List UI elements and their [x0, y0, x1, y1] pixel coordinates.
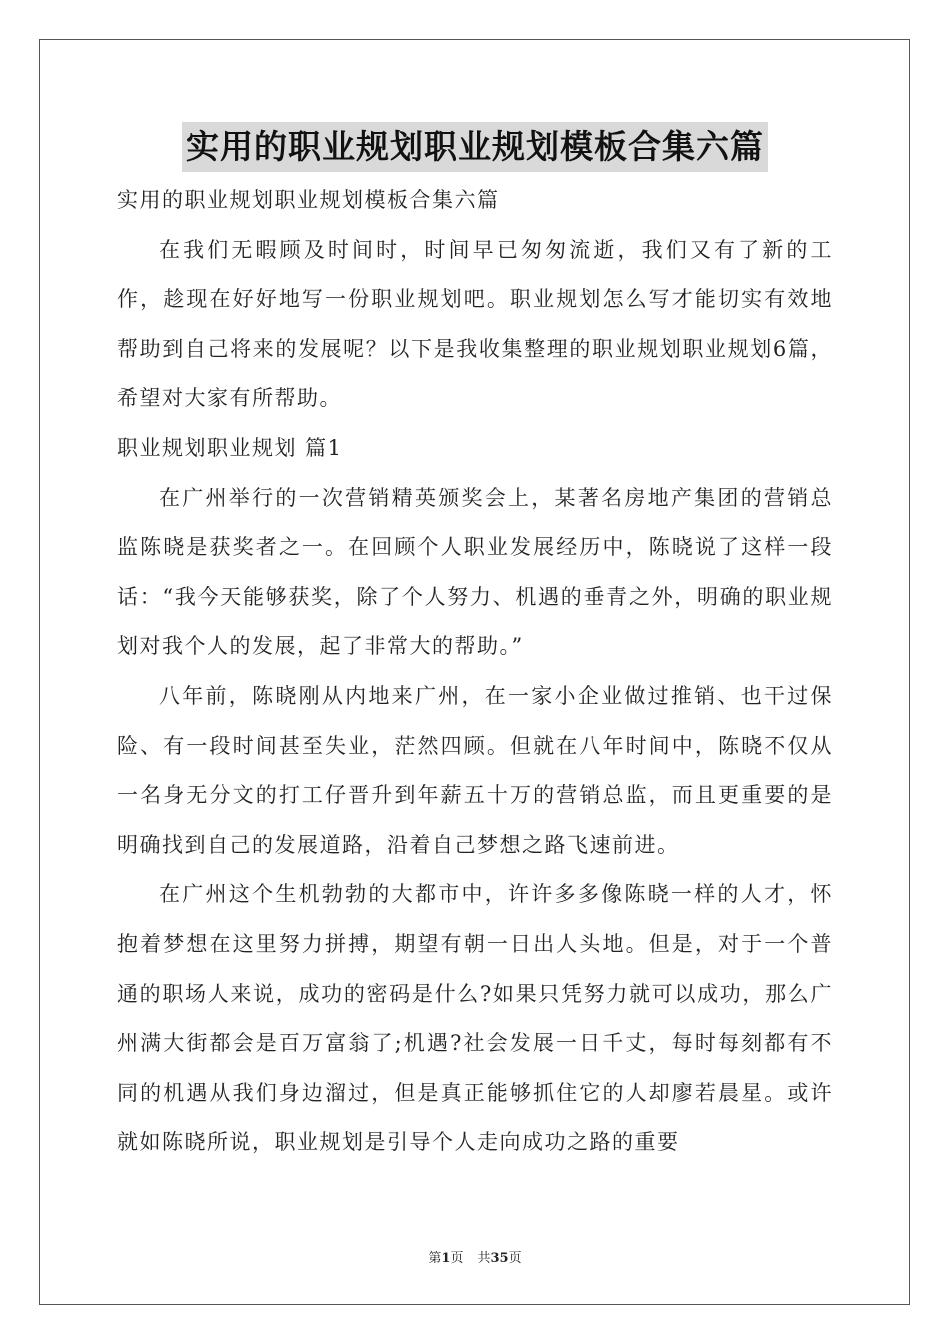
total-page-count: 35	[490, 1251, 509, 1266]
total-prefix: 共	[477, 1251, 491, 1266]
page-prefix: 第	[428, 1251, 442, 1266]
page-suffix: 页	[450, 1251, 464, 1266]
page-footer	[0, 1247, 950, 1266]
document-title: 实用的职业规划职业规划模板合集六篇	[182, 122, 768, 172]
current-page-number: 1	[441, 1251, 451, 1266]
body-paragraph: 在广州这个生机勃勃的大都市中，许许多多像陈晓一样的人才，怀抱着梦想在这里努力拼搏，期望有朝一日出人头地。但是，对于一个普通的职场人来说，成功的密码是什么?如果只凭努力就可以成功，那么广州满大街都会是百万富翁了;机遇?社会发展一日千丈，每时每刻都有不同的机遇从我们身边溜过，但是真正能够抓住它的人却廖若晨星。或许就如陈晓所说，职业规划是引导个人走向成功之路的重要	[117, 882, 833, 1155]
section-heading: 职业规划职业规划 篇1	[117, 435, 343, 460]
total-suffix: 页	[508, 1251, 522, 1266]
title-container	[0, 122, 950, 172]
subtitle-paragraph: 实用的职业规划职业规划模板合集六篇	[117, 188, 500, 212]
body-paragraph: 八年前，陈晓刚从内地来广州，在一家小企业做过推销、也干过保险、有一段时间甚至失业，茫然四顾。但就在八年时间中，陈晓不仅从一名身无分文的打工仔晋升到年薪五十万的营销总监，而且更重要的是明确找到自己的发展道路，沿着自己梦想之路飞速前进。	[117, 683, 833, 857]
body-paragraph: 在广州举行的一次营销精英颁奖会上，某著名房地产集团的营销总监陈晓是获奖者之一。在回顾个人职业发展经历中，陈晓说了这样一段话：“我今天能够获奖，除了个人努力、机遇的垂青之外，明确的职业规划对我个人的发展，起了非常大的帮助。”	[117, 485, 833, 659]
document-body	[117, 176, 833, 1168]
intro-paragraph: 在我们无暇顾及时间时，时间早已匆匆流逝，我们又有了新的工作，趁现在好好地写一份职业规划吧。职业规划怎么写才能切实有效地帮助到自己将来的发展呢？以下是我收集整理的职业规划职业规划6篇，希望对大家有所帮助。	[117, 237, 833, 411]
